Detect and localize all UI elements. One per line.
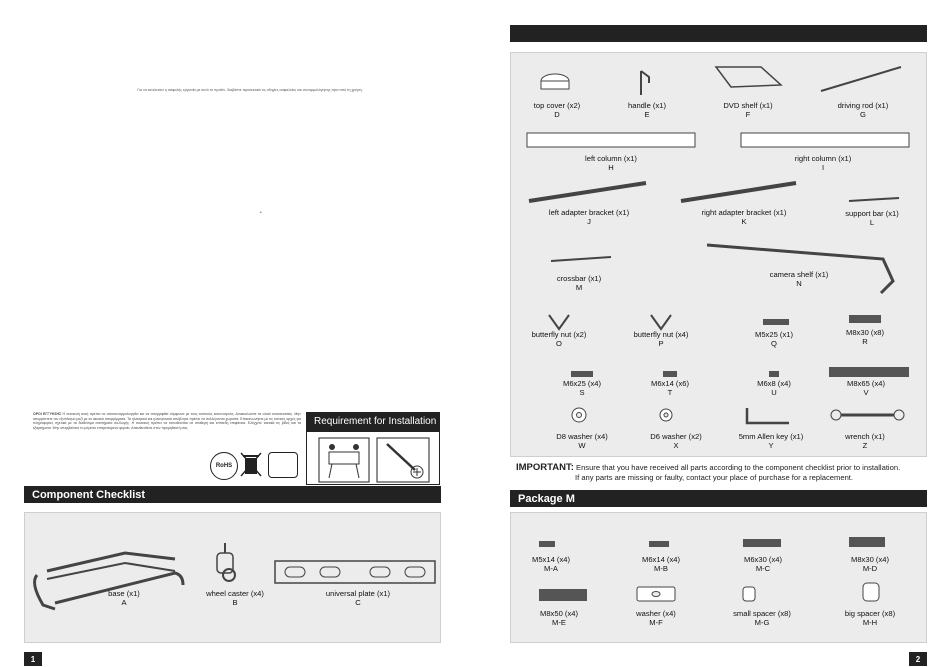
part-label-j: left adapter bracket (x1) J (548, 208, 630, 226)
part-label-k: right adapter bracket (x1) K (701, 208, 787, 226)
part-label-d: top cover (x2) D (533, 101, 581, 119)
part-label-g: driving rod (x1) G (837, 101, 889, 119)
package-label-m-a: M5x14 (x4) M-A (532, 555, 570, 573)
component-label-a: base (x1) A (108, 589, 140, 607)
installation-illustration (307, 432, 441, 486)
package-label-m-e: M8x50 (x4) M-E (540, 609, 578, 627)
component-checklist-panel (24, 512, 441, 643)
blank-badge-icon (268, 452, 298, 478)
part-label-h: left column (x1) H (585, 154, 637, 172)
part-label-x: D6 washer (x2) X (650, 432, 702, 450)
safety-caption: Για να εκτελεστεί η ασφαλής εργασία με αυτό το προϊόν, διαβάστε προσεκτικά τις οδηγίες ασφαλείας και συναρμολόγησης πριν από τη χρήση. (137, 88, 363, 92)
part-label-v: M8x65 (x4) V (847, 379, 885, 397)
part-label-q: M5x25 (x1) Q (755, 330, 793, 348)
part-label-t: M6x14 (x6) T (651, 379, 689, 397)
page-number-right: 2 (909, 652, 927, 666)
part-label-m: crossbar (x1) M (556, 274, 602, 292)
part-label-z: wrench (x1) Z (845, 432, 885, 450)
part-label-f: DVD shelf (x1) F (723, 101, 773, 119)
package-label-m-f: washer (x4) M-F (636, 609, 676, 627)
package-label-m-d: M8x30 (x4) M-D (851, 555, 889, 573)
component-checklist-header: Component Checklist (24, 486, 441, 503)
package-m-header: Package M (510, 490, 927, 507)
installation-requirements-box (306, 431, 440, 485)
part-label-w: D8 washer (x4) W (556, 432, 608, 450)
package-label-m-c: M6x30 (x4) M-C (744, 555, 782, 573)
base-wheel-plate-illustrations (25, 513, 442, 644)
right-page-top-bar (510, 25, 927, 42)
package-label-m-h: big spacer (x8) M-H (844, 609, 896, 627)
package-label-m-g: small spacer (x8) M-G (733, 609, 791, 627)
part-label-r: M8x30 (x8) R (846, 328, 884, 346)
part-label-p: butterfly nut (x4) P (633, 330, 689, 348)
part-label-u: M6x8 (x4) U (757, 379, 791, 397)
part-label-i: right column (x1) I (794, 154, 852, 172)
parts-panel (510, 52, 927, 457)
part-label-l: support bar (x1) L (845, 209, 899, 227)
important-note (516, 463, 900, 473)
page-number-left: 1 (24, 652, 42, 666)
package-label-m-b: M6x14 (x4) M-B (642, 555, 680, 573)
important-label: IMPORTANT: (516, 462, 574, 473)
important-line-1: Ensure that you have received all parts according to the component checklist prior to installation. (576, 463, 901, 472)
important-line-2: If any parts are missing or faulty, contact your place of purchase for a replacement. (575, 473, 854, 482)
part-label-n: camera shelf (x1) N (769, 270, 829, 288)
component-label-c: universal plate (x1) C (325, 589, 391, 607)
part-label-o: butterfly nut (x2) O (531, 330, 587, 348)
weee-bin-icon (240, 452, 262, 478)
warranty-text: Η συσκευή αυτή πρέπει να αποσυναρμολογηθεί και να απορριφθεί σύμφωνα με τους τοπικούς κανονισμούς. Ανακυκλώστε τα υλικά συσκευασίας. Μην απορρίπτετε τον εξοπλισμό μαζί με τα οικιακά απορρίμματα. Τα ηλεκτρικά και ηλεκτρονικά απόβλητα πρέπει να συλλέγονται χωριστά. Επικοινωνήστε με τις τοπικές αρχές για πληροφορίες σχετικά με τα διαθέσιμα συστήματα συλλογής. Η συσκευή πρέπει να τοποθετείται σε σταθερή και επίπεδη επιφάνεια. Ελέγχετε τακτικά τις βίδες και τα εξαρτήματα. Μην υπερβαίνετε το μέγιστο επιτρεπόμενο φορτίο. Απευθυνθείτε στον προμηθευτή σας. (33, 412, 301, 430)
rohs-badge-icon: RoHS (210, 452, 238, 480)
installation-requirements-header: Requirement for Installation (306, 412, 440, 431)
page-dot: • (260, 210, 262, 216)
part-label-s: M6x25 (x4) S (563, 379, 601, 397)
part-label-y: 5mm Allen key (x1) Y (738, 432, 804, 450)
package-m-panel (510, 512, 927, 643)
part-label-e: handle (x1) E (628, 101, 666, 119)
component-label-b: wheel caster (x4) B (206, 589, 264, 607)
warranty-heading: ΟΡΟΙ ΕΓΓΥΗΣΗΣ (33, 412, 62, 416)
